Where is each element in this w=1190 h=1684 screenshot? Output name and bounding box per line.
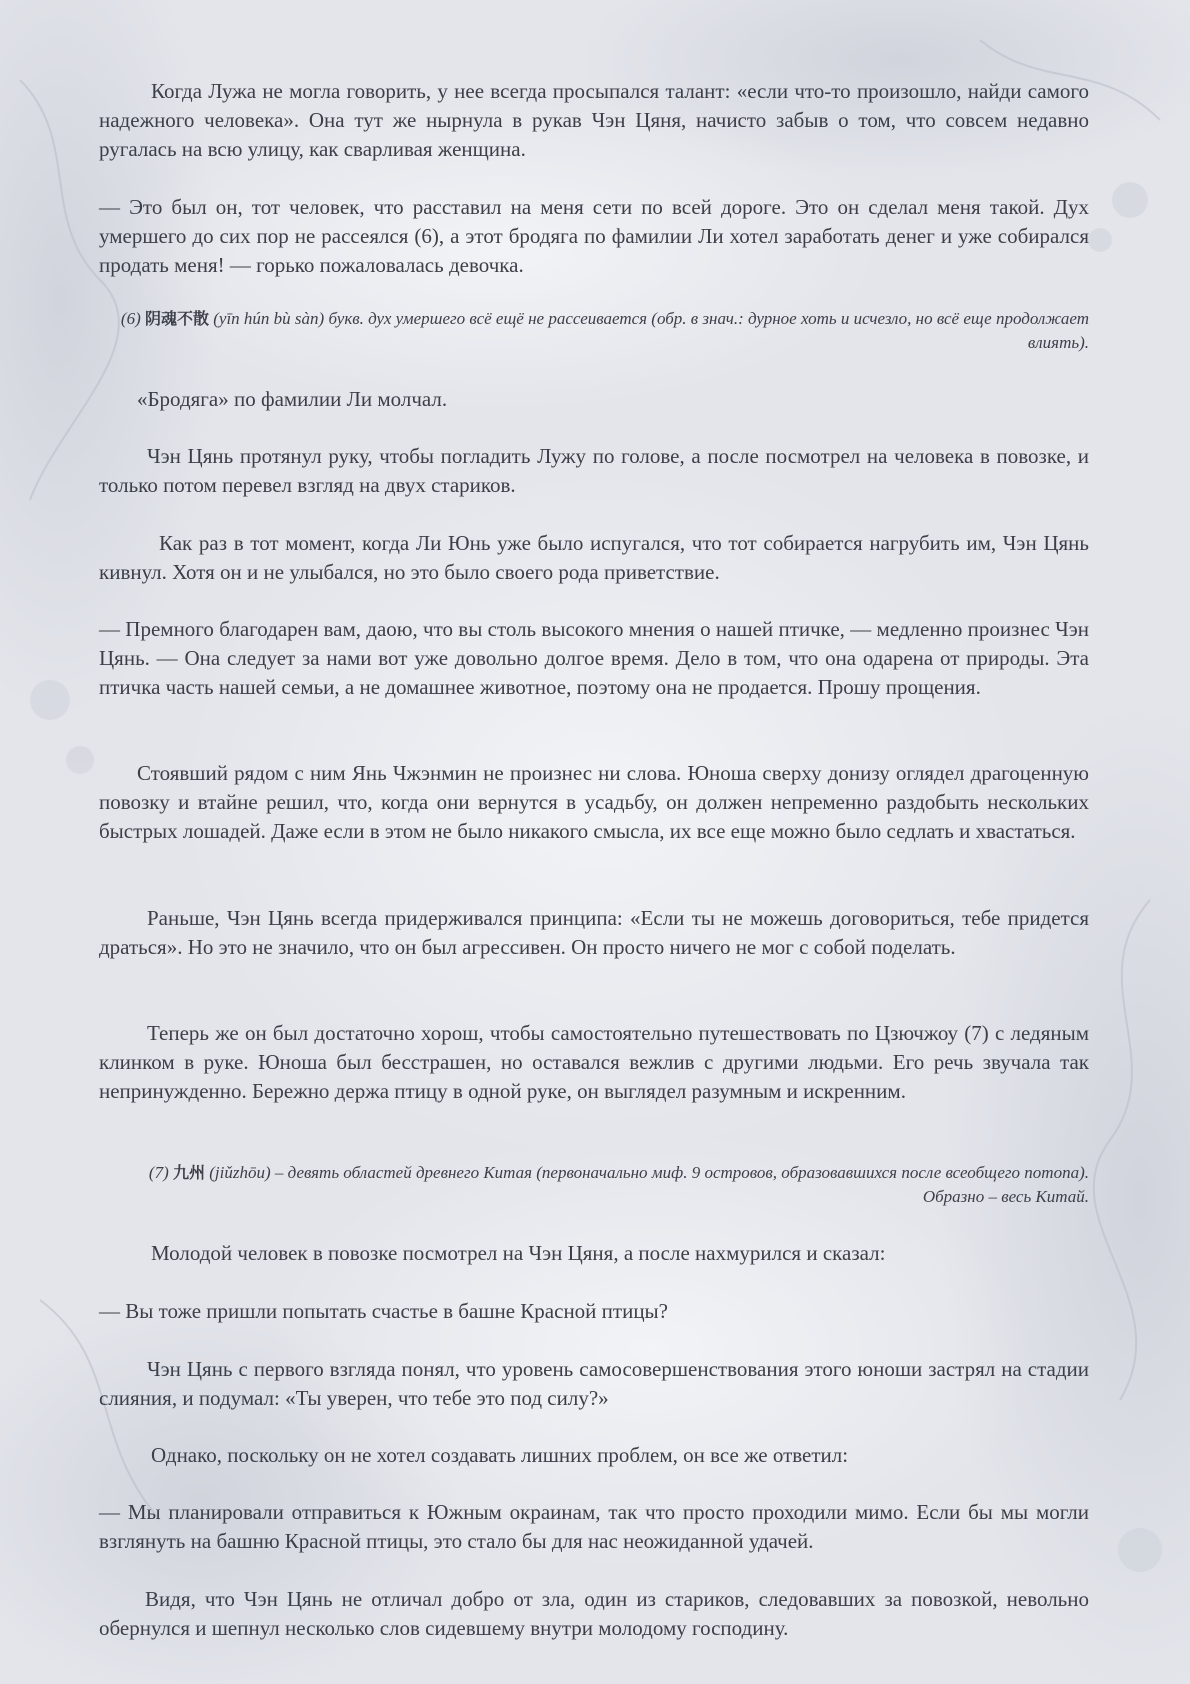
paragraph-8: Раньше, Чэн Цянь всегда придерживался принципа: «Если ты не можешь договориться, тебе придется драться». Но это не значило, что он был агрессивен. Он просто ничего не мог с собой поделать. [99, 906, 1089, 959]
paragraph-1: Когда Лужа не могла говорить, у нее всегда просыпался талант: «если что-то произошло, найди самого надежного человека». Она тут же нырнула в рукав Чэн Цяня, начисто забыв о том, что совсем недавно ругалась на всю улицу, как сварливая женщина. [99, 79, 1089, 161]
paragraph-3: «Бродяга» по фамилии Ли молчал. [137, 387, 448, 411]
footnote-6 [99, 307, 1089, 355]
paragraph-13: Однако, поскольку он не хотел создавать лишних проблем, он все же ответил: [151, 1443, 849, 1467]
paragraph-15: Видя, что Чэн Цянь не отличал добро от зла, один из стариков, следовавших за повозкой, невольно обернулся и шепнул несколько слов сидевшему внутри молодому господину. [99, 1587, 1089, 1640]
paragraph-7: Стоявший рядом с ним Янь Чжэнмин не произнес ни слова. Юноша сверху донизу оглядел драгоценную повозку и втайне решил, что, когда они вернутся в усадьбу, он должен непременно раздобыть нескольких быстрых лошадей. Даже если в этом не было никакого смысла, их все еще можно было седлать и хвастаться. [99, 761, 1089, 843]
paragraph-4: Чэн Цянь протянул руку, чтобы погладить Лужу по голове, а после посмотрел на человека в повозке, и только потом перевел взгляд на двух стариков. [99, 444, 1089, 497]
paragraph-10: Молодой человек в повозке посмотрел на Чэн Цяня, а после нахмурился и сказал: [151, 1241, 886, 1265]
footnote-7-characters: 九州 [172, 1163, 205, 1182]
paragraph-11: — Вы тоже пришли попытать счастье в башне Красной птицы? [99, 1299, 668, 1323]
paragraph-14: — Мы планировали отправиться к Южным окраинам, так что просто проходили мимо. Если бы мы могли взглянуть на башню Красной птицы, это стало бы для нас неожиданной удачей. [99, 1500, 1089, 1553]
footnote-6-number: (6) [120, 309, 141, 328]
footnote-7-number: (7) [148, 1163, 169, 1182]
paragraph-5: Как раз в тот момент, когда Ли Юнь уже было испугался, что тот собирается нагрубить им, Чэн Цянь кивнул. Хотя он и не улыбался, но это было своего рода приветствие. [99, 531, 1089, 584]
paragraph-9: Теперь же он был достаточно хорош, чтобы самостоятельно путешествовать по Цзючжоу (7) с ледяным клинком в руке. Юноша был бесстрашен, но оставался вежлив с другими людьми. Его речь звучала так непринужденно. Бережно держа птицу в одной руке, он выглядел разумным и искренним. [99, 1021, 1089, 1103]
paragraph-12: Чэн Цянь с первого взгляда понял, что уровень самосовершенствования этого юноши застрял на стадии слияния, и подумал: «Ты уверен, что тебе это под силу?» [99, 1357, 1089, 1410]
footnote-7 [99, 1161, 1089, 1209]
footnote-6-text: (yīn hún bù sàn) букв. дух умершего всё ещё не рассеивается (обр. в знач.: дурное хоть и исчезло, но всё еще продолжает влиять). [213, 309, 1089, 352]
footnote-7-text: (jiǔzhōu) – девять областей древнего Китая (первоначально миф. 9 островов, образовавшихся после всеобщего потопа). Образно – весь Китай. [209, 1163, 1089, 1206]
paragraph-2: — Это был он, тот человек, что расставил на меня сети по всей дороге. Это он сделал меня такой. Дух умершего до сих пор не рассеялся (6), а этот бродяга по фамилии Ли хотел заработать денег и уже собирался продать меня! — горько пожаловалась девочка. [99, 195, 1089, 277]
footnote-6-characters: 阴魂不散 [144, 309, 209, 328]
paragraph-6: — Премного благодарен вам, даою, что вы столь высокого мнения о нашей птичке, — медленно произнес Чэн Цянь. — Она следует за нами вот уже довольно долгое время. Дело в том, что она одарена от природы. Эта птичка часть нашей семьи, а не домашнее животное, поэтому она не продается. Прошу прощения. [99, 617, 1089, 699]
